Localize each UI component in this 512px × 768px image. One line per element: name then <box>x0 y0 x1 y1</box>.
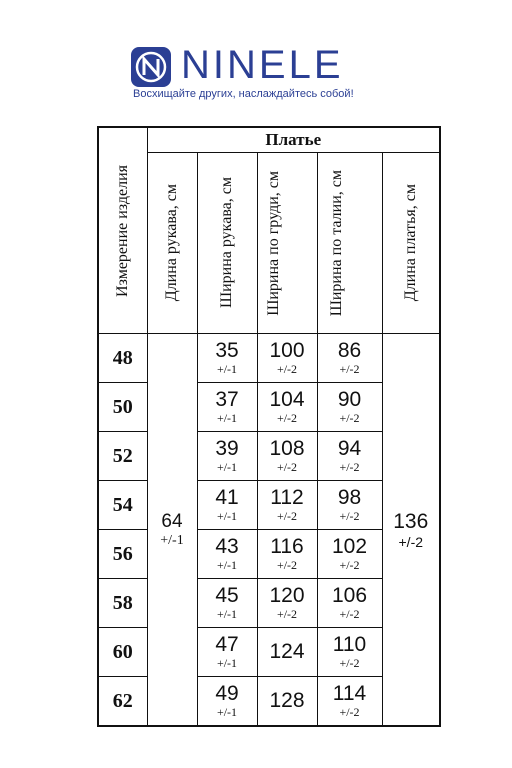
tolerance: +/-2 <box>339 607 360 621</box>
waist-cell <box>317 677 382 727</box>
chest-cell <box>257 579 317 628</box>
sleeve-width-cell <box>197 677 257 727</box>
size-cell: 62 <box>98 677 147 727</box>
tolerance: +/-2 <box>276 607 298 621</box>
sleeve-width-cell <box>197 481 257 530</box>
value: 112 <box>270 486 304 509</box>
column-label: Ширина по талии, см <box>327 169 345 317</box>
tolerance: +/-1 <box>216 509 238 523</box>
tolerance: +/-2 <box>339 362 360 376</box>
column-label: Длина платья, см <box>401 184 419 302</box>
value: 104 <box>269 388 305 411</box>
sleeve-length-tolerance: +/-1 <box>160 532 184 548</box>
waist-cell <box>317 383 382 432</box>
sleeve-width-cell <box>197 579 257 628</box>
sleeve-length-cell <box>147 334 197 727</box>
size-chart-table <box>97 126 441 727</box>
column-header-waist-width <box>317 153 382 334</box>
sleeve-width-cell <box>197 432 257 481</box>
value: 49 <box>215 682 239 705</box>
tolerance: +/-1 <box>216 558 238 572</box>
size-cell: 50 <box>98 383 147 432</box>
tolerance: +/-1 <box>216 362 238 376</box>
size-header-cell <box>98 127 147 334</box>
column-label: Длина рукава, см <box>162 184 180 302</box>
table-row <box>98 334 440 383</box>
size-cell: 54 <box>98 481 147 530</box>
chest-cell <box>257 432 317 481</box>
tolerance: +/-1 <box>216 460 238 474</box>
column-header-dress-length <box>382 153 440 334</box>
sleeve-width-cell <box>197 530 257 579</box>
waist-cell <box>317 628 382 677</box>
brand-logo <box>131 45 381 105</box>
tolerance: +/-2 <box>339 509 360 523</box>
value: 110 <box>332 633 367 656</box>
value: 120 <box>269 584 305 607</box>
value: 90 <box>337 388 362 411</box>
size-cell: 56 <box>98 530 147 579</box>
chest-cell <box>257 383 317 432</box>
waist-cell <box>317 530 382 579</box>
sleeve-length-value: 64 <box>161 510 183 532</box>
chest-cell <box>257 530 317 579</box>
chest-cell <box>257 677 317 727</box>
tolerance: +/-2 <box>276 362 298 376</box>
column-header-sleeve-length <box>147 153 197 334</box>
value: 124 <box>269 640 305 663</box>
value: 102 <box>331 535 368 558</box>
brand-tagline: Восхищайте других, наслаждайтесь собой! <box>133 88 354 100</box>
value: 47 <box>215 633 239 656</box>
dress-length-cell <box>382 334 440 727</box>
size-header-label: Измерение изделия <box>113 164 131 297</box>
tolerance: +/-2 <box>276 460 298 474</box>
chest-cell <box>257 481 317 530</box>
tolerance: +/-2 <box>339 656 360 670</box>
dress-length-tolerance: +/-2 <box>398 533 424 550</box>
value: 108 <box>269 437 305 460</box>
value: 37 <box>215 388 239 411</box>
size-cell: 58 <box>98 579 147 628</box>
waist-cell <box>317 579 382 628</box>
waist-cell <box>317 334 382 383</box>
size-cell: 48 <box>98 334 147 383</box>
value: 100 <box>269 339 305 362</box>
value: 106 <box>331 584 368 607</box>
tolerance: +/-2 <box>339 411 360 425</box>
tolerance: +/-2 <box>276 509 298 523</box>
size-cell: 52 <box>98 432 147 481</box>
brand-name: NINELE <box>181 43 344 87</box>
column-header-chest-width <box>257 153 317 334</box>
value: 98 <box>337 486 362 509</box>
column-label: Ширина рукава, см <box>217 177 235 309</box>
tolerance: +/-1 <box>216 607 238 621</box>
tolerance: +/-2 <box>339 705 360 719</box>
brand-emblem-icon <box>131 47 171 87</box>
tolerance: +/-2 <box>339 558 360 572</box>
sleeve-width-cell <box>197 628 257 677</box>
value: 45 <box>215 584 239 607</box>
table-title: Платье <box>147 127 440 153</box>
sleeve-width-cell <box>197 383 257 432</box>
column-label: Ширина по груди, см <box>265 170 282 316</box>
tolerance: +/-2 <box>339 460 360 474</box>
value: 41 <box>215 486 239 509</box>
sleeve-width-cell <box>197 334 257 383</box>
dress-length-value: 136 <box>393 509 429 533</box>
column-header-sleeve-width <box>197 153 257 334</box>
size-cell: 60 <box>98 628 147 677</box>
value: 39 <box>215 437 239 460</box>
tolerance: +/-1 <box>216 705 238 719</box>
tolerance: +/-2 <box>276 411 298 425</box>
value: 43 <box>215 535 239 558</box>
tolerance: +/-1 <box>216 656 238 670</box>
value: 116 <box>270 535 304 558</box>
value: 35 <box>215 339 239 362</box>
value: 94 <box>337 437 362 460</box>
chest-cell <box>257 334 317 383</box>
waist-cell <box>317 481 382 530</box>
tolerance: +/-1 <box>216 411 238 425</box>
tolerance: +/-2 <box>276 558 298 572</box>
value: 114 <box>332 682 367 705</box>
chest-cell <box>257 628 317 677</box>
value: 86 <box>337 339 362 362</box>
value: 128 <box>269 689 305 712</box>
waist-cell <box>317 432 382 481</box>
